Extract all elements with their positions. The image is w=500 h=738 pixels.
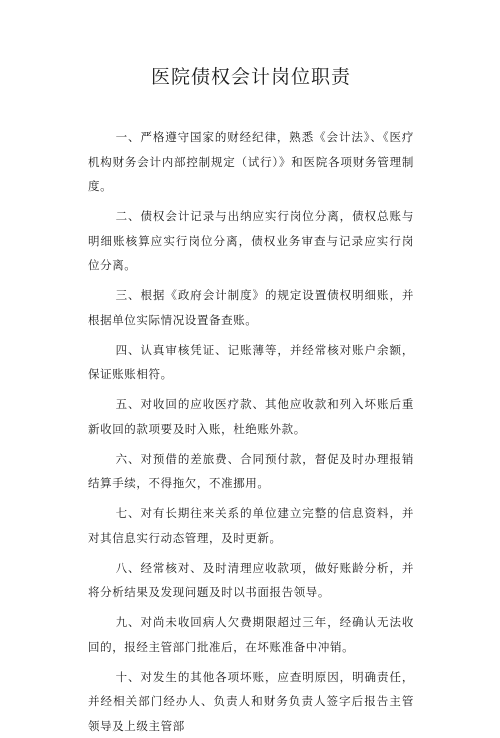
paragraph-4: 四、认真审核凭证、记账薄等，并经常核对账户余额，保证账账相符。 bbox=[88, 338, 414, 387]
paragraph-2: 二、债权会计记录与出纳应实行岗位分离，债权总账与明细账核算应实行岗位分离，债权业务审查与记录应实行岗位分离。 bbox=[88, 204, 414, 278]
paragraph-5: 五、对收回的应收医疗款、其他应收款和列入坏账后重新收回的款项要及时入账，杜绝账外款。 bbox=[88, 392, 414, 441]
paragraph-6: 六、对预借的差旅费、合同预付款，督促及时办理报销结算手续，不得拖欠，不准挪用。 bbox=[88, 447, 414, 496]
paragraph-3: 三、根据《政府会计制度》的规定设置债权明细账，并根据单位实际情况设置备查账。 bbox=[88, 283, 414, 332]
paragraph-7: 七、对有长期往来关系的单位建立完整的信息资料，并对其信息实行动态管理，及时更新。 bbox=[88, 501, 414, 550]
paragraph-1: 一、严格遵守国家的财经纪律，熟悉《会计法》、《医疗机构财务会计内部控制规定（试行）》和医院各项财务管理制度。 bbox=[88, 125, 414, 199]
document-title: 医院债权会计岗位职责 bbox=[88, 62, 414, 89]
document-body bbox=[88, 125, 414, 738]
paragraph-10: 十、对发生的其他各项坏账，应查明原因，明确责任，并经相关部门经办人、负责人和财务负责人签字后报告主管领导及上级主管部 bbox=[88, 665, 414, 738]
paragraph-9: 九、对尚未收回病人欠费期限超过三年，经确认无法收回的，报经主管部门批准后，在坏账准备中冲销。 bbox=[88, 610, 414, 659]
paragraph-8: 八、经常核对、及时清理应收款项，做好账龄分析，并将分析结果及发现问题及时以书面报告领导。 bbox=[88, 556, 414, 605]
